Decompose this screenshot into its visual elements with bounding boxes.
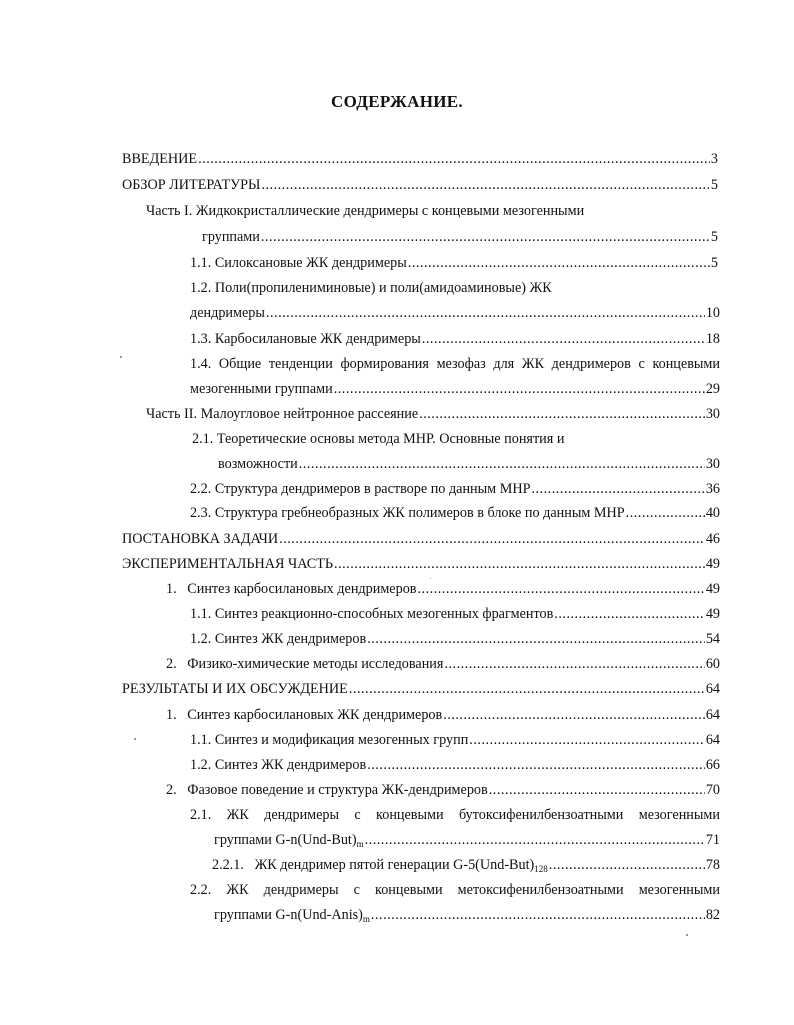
dot-leader [418,580,705,598]
toc-entry-label: Часть I. Жидкокристаллические дендримеры с концевыми мезогенными [146,203,585,219]
toc-entry-label: 2.2. Структура дендримеров в растворе по данным МНР [190,481,531,497]
toc-entry-res-1-1[interactable] [190,731,720,749]
toc-entry-label: группами $G-n(Und-Anis)_m$ [214,907,370,924]
dot-leader [422,330,705,348]
toc-entry-introduction[interactable] [122,150,718,168]
toc-entry-label: ПОСТАНОВКА ЗАДАЧИ [122,531,279,547]
toc-entry-page: 71 [705,832,720,848]
toc-entry-2-1-cont[interactable] [218,455,720,473]
dot-leader [279,530,705,548]
toc-entry-res-2-2[interactable] [190,881,720,899]
toc-entry-page: 64 [705,707,720,723]
dot-leader [266,304,705,322]
toc-entry-res-2-2-cont[interactable] [214,906,720,924]
toc-entry-res-2-1[interactable] [190,806,720,824]
toc-entry-1-4[interactable] [190,355,720,373]
dot-leader [489,781,705,799]
dot-leader [198,150,710,168]
dot-leader [554,605,705,623]
dot-leader [469,731,705,749]
toc-entry-part-1[interactable] [146,202,584,220]
dot-leader [367,756,705,774]
toc-entry-page: 66 [705,757,720,773]
toc-entry-page: 10 [705,305,720,321]
toc-entry-page: 49 [705,606,720,622]
toc-entry-page: 30 [705,456,720,472]
toc-entry-res-1-2[interactable] [190,756,720,774]
scan-speck [120,356,122,358]
toc-entry-label: возможности [218,456,298,472]
dot-leader [626,504,705,522]
toc-entry-page: 18 [705,331,720,347]
toc-entry-label: 1. Синтез карбосилановых ЖК дендримеров [166,707,443,723]
toc-entry-label: 1.1. Силоксановые ЖК дендримеры [190,255,407,271]
scan-speck [134,738,136,740]
dot-leader [549,856,705,874]
toc-entry-page: 70 [705,782,720,798]
toc-entry-label: 1.1. Синтез реакционно-способных мезогенных фрагментов [190,606,554,622]
toc-entry-page: 29 [705,381,720,397]
toc-entry-part-2[interactable] [146,405,720,423]
toc-entry-label: 2.1. Теоретические основы метода МНР. Основные понятия и [192,431,565,447]
toc-entry-label: 1.3. Карбосилановые ЖК дендримеры [190,331,421,347]
dot-leader [531,480,704,498]
toc-entry-literature-review[interactable] [122,176,718,194]
toc-entry-2-3[interactable] [190,504,720,522]
toc-entry-label: РЕЗУЛЬТАТЫ И ИХ ОБСУЖДЕНИЕ [122,681,348,697]
toc-entry-label: 2. Физико-химические методы исследования [166,656,444,672]
toc-entry-page: 36 [705,481,720,497]
toc-entry-1-3[interactable] [190,330,720,348]
dot-leader [367,630,705,648]
toc-entry-page: 5 [710,177,718,193]
toc-entry-label: 1. Синтез карбосилановых дендримеров [166,581,417,597]
toc-entry-res-1[interactable] [166,706,720,724]
dot-leader [261,176,709,194]
toc-entry-page: 64 [705,681,720,697]
toc-entry-label: группами $G-n(Und-But)_m$ [214,832,364,849]
toc-entry-1-2[interactable] [190,279,552,297]
toc-entry-results[interactable] [122,680,720,698]
toc-entry-experimental[interactable] [122,555,720,573]
dot-leader [365,831,705,849]
toc-entry-2-2[interactable] [190,480,720,498]
toc-entry-res-2-1-cont[interactable] [214,831,720,849]
toc-entry-page: 46 [705,531,720,547]
toc-entry-exp-1[interactable] [166,580,720,598]
dot-leader [334,380,705,398]
dot-leader [299,455,705,473]
dot-leader [408,254,710,272]
toc-entry-page: 54 [705,631,720,647]
toc-entry-page: 49 [705,556,720,572]
toc-entry-label: Часть II. Малоугловое нейтронное рассеяние [146,406,419,422]
toc-entry-res-2[interactable] [166,781,720,799]
toc-entry-label: 2.2. ЖК дендримеры с концевыми метоксифенилбензоатными мезогенными [190,882,720,898]
toc-entry-exp-1-1[interactable] [190,605,720,623]
toc-entry-page: 5 [710,229,718,245]
toc-entry-label: 1.4. Общие тенденции формирования мезофаз для ЖК дендримеров с концевыми [190,356,720,372]
toc-entry-1-1[interactable] [190,254,718,272]
toc-entry-page: 64 [705,732,720,748]
dot-leader [443,706,705,724]
toc-entry-label: 2. Фазовое поведение и структура ЖК-дендримеров [166,782,488,798]
toc-entry-label: 1.2. Поли(пропилениминовые) и поли(амидоаминовые) ЖК [190,280,552,296]
toc-entry-label: 2.2.1. ЖК дендример пятой генерации $G-5(Und-But)_{128}$ [212,857,548,874]
toc-entry-page: 5 [710,255,718,271]
toc-entry-label: 1.2. Синтез ЖК дендримеров [190,757,367,773]
toc-entry-page: 40 [705,505,720,521]
subscript: 128 [534,864,548,874]
toc-entry-label: 2.1. ЖК дендримеры с концевыми бутоксифенилбензоатными мезогенными [190,807,720,823]
subscript: m [356,839,364,849]
dot-leader [444,655,704,673]
toc-entry-label: ВВЕДЕНИЕ [122,151,198,167]
toc-entry-page: 60 [705,656,720,672]
toc-entry-label: 1.1. Синтез и модификация мезогенных групп [190,732,469,748]
toc-entry-1-2-cont[interactable] [190,304,720,322]
dot-leader [334,555,705,573]
toc-entry-page: 78 [705,857,720,873]
toc-entry-1-4-cont[interactable] [190,380,720,398]
page-title: СОДЕРЖАНИЕ. [331,92,463,111]
toc-entry-label: 1.2. Синтез ЖК дендримеров [190,631,367,647]
toc-entry-exp-2[interactable] [166,655,720,673]
scan-speck [430,578,431,579]
toc-entry-2-1[interactable] [192,430,564,448]
toc-entry-res-2-2-1[interactable] [212,856,720,874]
scan-speck [686,934,688,936]
toc-entry-label: дендримеры [190,305,265,321]
toc-entry-page: 3 [710,151,718,167]
dot-leader [419,405,705,423]
toc-entry-label: 2.3. Структура гребнеобразных ЖК полимеров в блоке по данным МНР [190,505,625,521]
dot-leader [349,680,705,698]
toc-entry-problem-statement[interactable] [122,530,720,548]
toc-entry-part-1-cont[interactable] [202,228,718,246]
toc-entry-label: группами [202,229,260,245]
toc-entry-page: 49 [705,581,720,597]
toc-entry-page: 82 [705,907,720,923]
dot-leader [261,228,710,246]
toc-entry-label: ЭКСПЕРИМЕНТАЛЬНАЯ ЧАСТЬ [122,556,334,572]
toc-entry-label: мезогенными группами [190,381,333,397]
toc-entry-exp-1-2[interactable] [190,630,720,648]
dot-leader [371,906,705,924]
subscript: m [362,914,370,924]
toc-entry-page: 30 [705,406,720,422]
toc-entry-label: ОБЗОР ЛИТЕРАТУРЫ [122,177,261,193]
